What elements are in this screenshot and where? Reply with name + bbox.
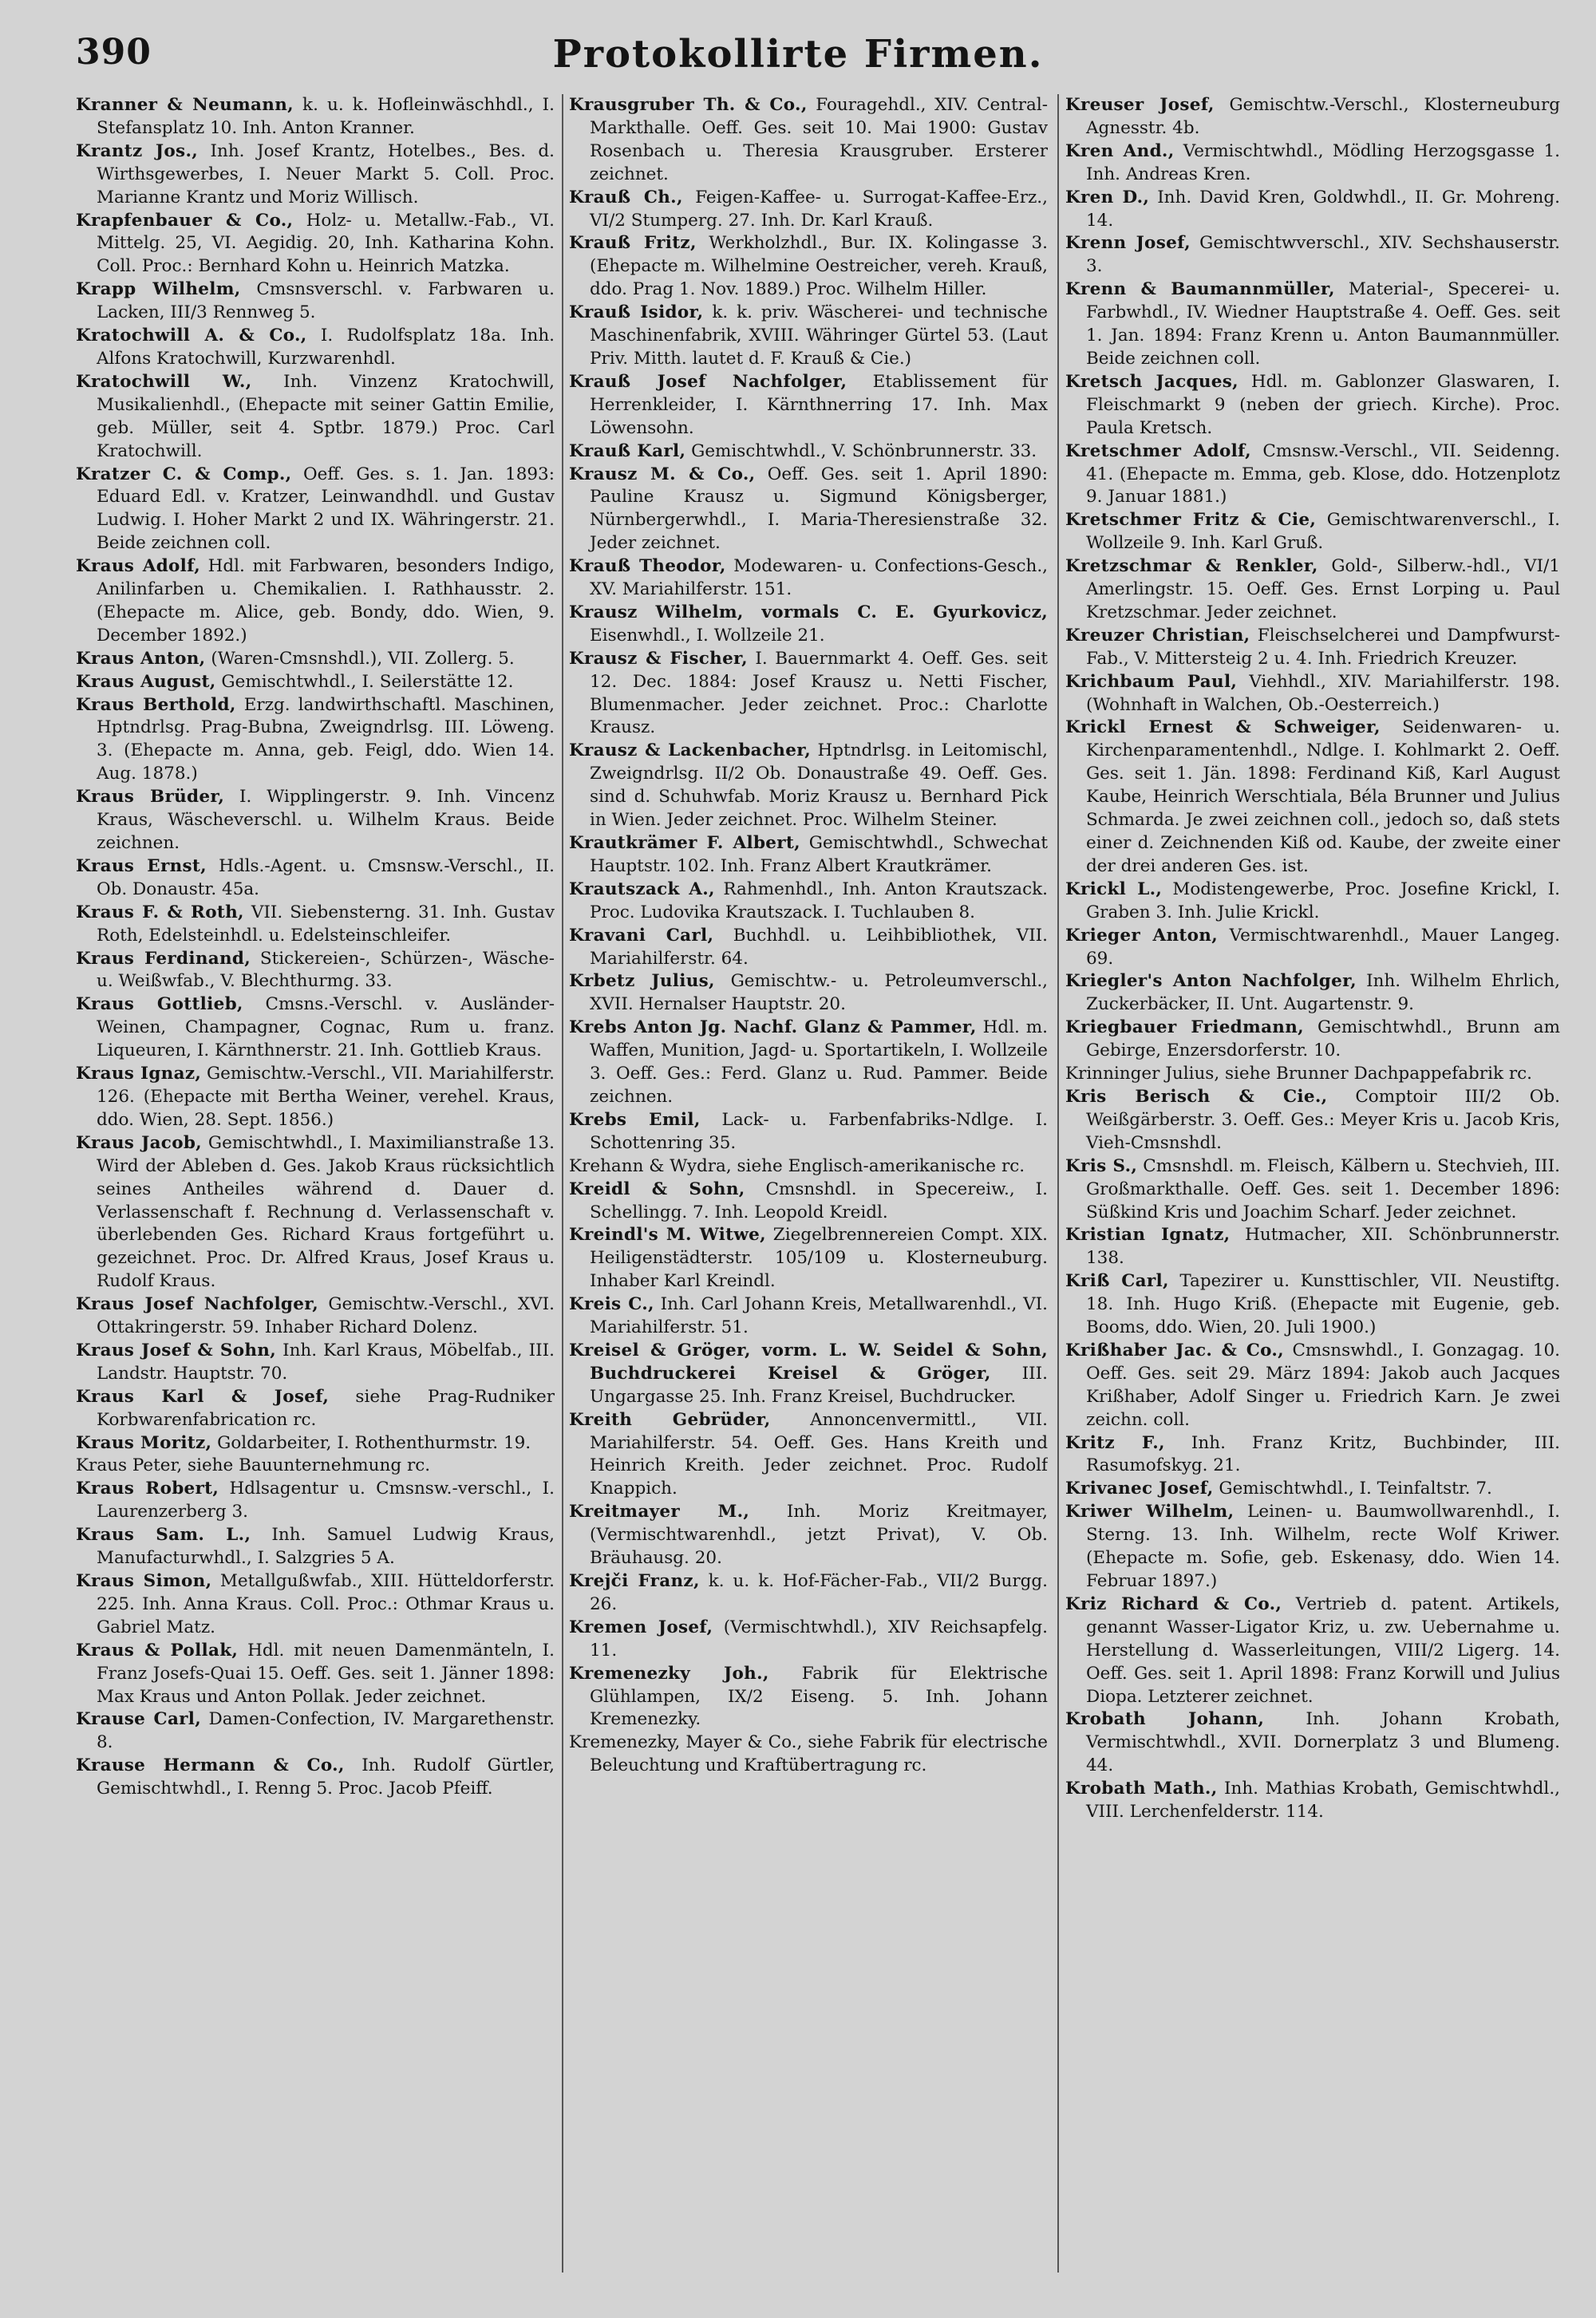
directory-entry [1065,879,1560,925]
firm-details: Gemischtwhdl., Schwechat Hauptstr. 102. Inh. Franz Albert Krautkrämer. [590,833,1048,876]
directory-entry [569,464,1048,556]
directory-entry [1065,278,1560,371]
firm-name: Krickl Ernest & Schweiger, [1065,717,1381,738]
firm-name: Kriegler's Anton Nachfolger, [1065,971,1357,992]
directory-entry [1065,1017,1560,1063]
directory-entry [76,648,555,671]
directory-entry [1065,1340,1560,1432]
directory-entry [76,1063,555,1132]
firm-details: Annoncenvermittl., VII. Mariahilferstr. 54. Oeff. Ges. Hans Kreith und Heinrich Kreith. Jeder zeichnet. Proc. Rudolf Knappich. [590,1409,1048,1499]
directory-entry [76,371,555,464]
directory-entry [569,1224,1048,1293]
firm-name: Kreisel & Gröger, vorm. L. W. Seidel & Sohn, Buchdruckerei Kreisel & Gröger, [569,1340,1048,1384]
firm-details: Hdls.-Agent. u. Cmsnsw.-Verschl., II. Ob. Donaustr. 45a. [97,855,555,899]
firm-name: Krauß Fritz, [569,233,697,254]
entry-columns [76,94,1560,2273]
firm-name: Kretschmer Adolf, [1065,440,1251,461]
firm-name: Kraus Ernst, [76,855,207,876]
firm-details: Krehann & Wydra, siehe Englisch-amerikanische rc. [569,1155,1025,1176]
directory-entry [76,1340,555,1386]
firm-details: Inh. Carl Johann Kreis, Metallwarenhdl., VI. Mariahilferstr. 51. [590,1294,1048,1338]
firm-details: Inh. Karl Kraus, Möbelfab., III. Landstr. Hauptstr. 70. [97,1340,555,1384]
firm-details: Seidenwaren- u. Kirchenparamentenhdl., Ndlge. I. Kohlmarkt 2. Oeff. Ges. seit 1. Jän. 1898: Ferdinand Kiß, Karl August Kaube, Heinrich Werschtiala, Béla Brunner und Julius Schmarda. Je zwei zeichnen coll., jedoch so, daß stets einer d. Zeichnenden Kiß od. Kaube, der zweite einer der drei anderen Ges. ist. [1086,717,1560,876]
directory-entry [569,1570,1048,1617]
firm-details: Comptoir III/2 Ob. Weißgärberstr. 3. Oeff. Ges.: Meyer Kris u. Jacob Kris, Vieh-Cmsnshdl. [1086,1086,1560,1153]
firm-details: Cmsnsverschl. v. Farbwaren u. Lacken, III/3 Rennweg 5. [97,279,555,323]
directory-entry [569,187,1048,233]
firm-name: Krausgruber Th. & Co., [569,95,808,115]
firm-name: Kremenezky Joh., [569,1663,769,1684]
directory-entry [569,232,1048,302]
firm-name: Krausz & Fischer, [569,648,748,669]
firm-name: Krapfenbauer & Co., [76,210,294,231]
firm-name: Krivanec Josef, [1065,1479,1214,1499]
firm-details: k. k. priv. Wäscherei- und technische Maschinenfabrik, XVIII. Währinger Gürtel 53. (Laut Priv. Mitth. lautet d. F. Krauß & Cie.) [590,302,1048,369]
directory-entry [1065,232,1560,278]
firm-details: Eisenwhdl., I. Wollzeile 21. [590,625,825,646]
firm-name: Kretsch Jacques, [1065,371,1238,392]
firm-name: Kriegbauer Friedmann, [1065,1017,1304,1038]
firm-name: Krobath Math., [1065,1779,1218,1799]
directory-entry [76,1432,555,1455]
directory-entry [569,879,1048,925]
directory-entry [76,1455,555,1478]
firm-name: Kreindl's M. Witwe, [569,1225,766,1246]
directory-entry [569,1155,1048,1179]
firm-name: Krautszack A., [569,879,715,899]
directory-entry [1065,371,1560,440]
directory-entry [569,1732,1048,1778]
firm-details: Inh. Samuel Ludwig Kraus, Manufacturwhdl., I. Salzgries 5 A. [97,1525,555,1569]
firm-name: Kraus Brüder, [76,787,225,808]
directory-entry [1065,509,1560,555]
firm-name: Krauß Theodor, [569,556,726,577]
directory-entry [76,1386,555,1432]
firm-details: Oeff. Ges. s. 1. Jan. 1893: Eduard Edl. v. Kratzer, Leinwandhdl. und Gustav Ludwig. I. Hoher Markt 2 und IX. Währingerstr. 21. Beide zeichnen coll. [97,464,555,554]
directory-entry [569,1293,1048,1340]
firm-details: Inh. Vinzenz Kratochwill, Musikalienhdl., (Ehepacte mit seiner Gattin Emilie, geb. Müller, seit 4. Sptbr. 1879.) Proc. Carl Kratochwill. [97,371,555,461]
firm-details: Hdl. m. Waffen, Munition, Jagd- u. Sportartikeln, I. Wollzeile 3. Oeff. Ges.: Ferd. Glanz u. Rud. Pammer. Beide zeichnen. [590,1017,1048,1107]
firm-name: Krause Hermann & Co., [76,1755,345,1776]
firm-name: Kreuser Josef, [1065,95,1215,115]
directory-entry [76,948,555,994]
directory-entry [1065,1708,1560,1778]
directory-entry [569,602,1048,648]
firm-name: Kriß Carl, [1065,1271,1169,1292]
firm-details: Vermischtwarenhdl., Mauer Langeg. 69. [1086,925,1560,969]
directory-entry [569,832,1048,879]
firm-details: Fabrik für Elektrische Glühlampen, IX/2 Eiseng. 5. Inh. Johann Kremenezky. [590,1663,1048,1730]
firm-details: Rahmenhdl., Inh. Anton Krautszack. Proc. Ludovika Krautszack. I. Tuchlauben 8. [590,879,1048,922]
firm-name: Kraus Berthold, [76,694,236,715]
firm-details: Oeff. Ges. seit 1. April 1890: Pauline Krausz u. Sigmund Königsberger, Nürnbergerwhdl., I. Maria-Theresienstraße 32. Jeder zeichnet. [590,464,1048,554]
firm-name: Kretschmer Fritz & Cie, [1065,510,1317,531]
directory-entry [1065,1478,1560,1501]
firm-name: Kriwer Wilhelm, [1065,1502,1235,1522]
directory-entry [76,1570,555,1640]
firm-name: Krobath Johann, [1065,1709,1265,1730]
directory-entry [569,1663,1048,1732]
directory-entry [76,555,555,648]
firm-details: Gemischtwverschl., XIV. Sechshauserstr. 3. [1086,233,1560,277]
firm-details: Lack- u. Farbenfabriks-Ndlge. I. Schottenring 35. [590,1109,1048,1153]
directory-entry [76,786,555,855]
firm-name: Krauß Josef Nachfolger, [569,371,847,392]
directory-entry [76,140,555,210]
directory-entry [569,1109,1048,1155]
firm-name: Kraus Jacob, [76,1132,202,1153]
firm-name: Kraus Anton, [76,648,206,669]
firm-name: Krebs Anton Jg. Nachf. Glanz & Pammer, [569,1017,977,1038]
firm-name: Krauß Isidor, [569,302,704,323]
directory-entry [1065,1501,1560,1593]
firm-details: Inh. Franz Kritz, Buchbinder, III. Rasumofskyg. 21. [1086,1432,1560,1476]
firm-details: Gemischtwhdl., I. Seilerstätte 12. [221,671,514,692]
firm-name: Kreitmayer M., [569,1502,750,1522]
firm-details: Etablissement für Herrenkleider, I. Kärnthnerring 17. Inh. Max Löwensohn. [590,371,1048,438]
firm-name: Krantz Jos., [76,140,199,161]
directory-entry [76,993,555,1063]
directory-entry [1065,187,1560,233]
firm-details: III. Ungargasse 25. Inh. Franz Kreisel, Buchdrucker. [590,1363,1048,1407]
firm-name: Krautkrämer F. Albert, [569,833,800,853]
directory-entry [76,464,555,556]
firm-details: Cmsnsw.-Verschl., VII. Seidenng. 41. (Ehepacte m. Emma, geb. Klose, ddo. Hotzenplotz 9. Januar 1881.) [1086,440,1560,507]
firm-name: Kriz Richard & Co., [1065,1593,1282,1614]
firm-name: Kravani Carl, [569,925,714,946]
directory-entry [76,325,555,371]
firm-details: VII. Siebensterng. 31. Inh. Gustav Roth, Edelsteinhdl. u. Edelsteinschleifer. [97,902,555,946]
firm-name: Kraus Ignaz, [76,1064,202,1084]
directory-entry [569,302,1048,371]
firm-details: Hptndrlsg. in Leitomischl, Zweigndrlsg. II/2 Ob. Donaustraße 49. Oeff. Ges. sind d. Schuhwfab. Moriz Krausz u. Bernhard Pick in Wien. Jeder zeichnet. Proc. Wilhelm Steiner. [590,740,1048,831]
firm-details: Metallgußwfab., XIII. Hütteldorferstr. 225. Inh. Anna Kraus. Coll. Proc.: Othmar Kraus u. Gabriel Matz. [97,1571,555,1637]
firm-name: Krause Carl, [76,1709,202,1730]
firm-details: Holz- u. Metallw.-Fab., VI. Mittelg. 25, VI. Aegidig. 20, Inh. Katharina Kohn. Coll. Proc.: Bernhard Kohn u. Heinrich Matzka. [97,210,555,277]
directory-entry [569,1617,1048,1663]
firm-details: Cmsnshdl. in Specereiw., I. Schellingg. 7. Inh. Leopold Kreidl. [590,1179,1048,1222]
firm-details: Gemischtw.-Verschl., VII. Mariahilferstr. 126. (Ehepacte mit Bertha Weiner, verehel. Kraus, ddo. Wien, 28. Sept. 1856.) [97,1064,555,1130]
firm-name: Krenn & Baumannmüller, [1065,279,1335,300]
firm-name: Kratochwill W., [76,371,252,392]
firm-details: Stickereien-, Schürzen-, Wäsche- u. Weißwfab., V. Blechthurmg. 33. [97,948,555,992]
firm-details: Gemischtwhdl., I. Maximilianstraße 13. Wird der Ableben d. Ges. Jakob Kraus rücksichtlich seines Antheiles während d. Dauer d. Verlassenschaft f. Rechnung d. Verlassenschaft v. überlebenden Ges. Richard Kraus fortgeführt u. gezeichnet. Proc. Dr. Alfred Kraus, Josef Kraus u. Rudolf Kraus. [97,1132,555,1292]
firm-name: Kraus Ferdinand, [76,948,251,969]
firm-name: Kren D., [1065,187,1150,207]
directory-entry [76,1132,555,1293]
firm-name: Kratochwill A. & Co., [76,326,307,346]
firm-name: Kreuzer Christian, [1065,625,1250,646]
column-divider [1057,94,1059,2273]
directory-entry [76,902,555,948]
firm-details: Kraus Peter, siehe Bauunternehmung rc. [76,1455,431,1476]
firm-details: Leinen- u. Baumwollwarenhdl., I. Sterng. 13. Inh. Wilhelm, recte Wolf Kriwer. (Ehepacte m. Sofie, geb. Eskenasy, ddo. Wien 14. Februar 1897.) [1086,1502,1560,1591]
firm-details: Damen-Confection, IV. Margarethenstr. 8. [97,1709,555,1753]
firm-name: Krauß Ch., [569,187,683,207]
firm-details: (Vermischtwhdl.), XIV Reichsapfelg. 11. [590,1617,1048,1661]
firm-name: Krejči Franz, [569,1571,700,1591]
directory-entry [1065,717,1560,878]
firm-name: Krausz M. & Co., [569,464,756,484]
directory-entry [1065,1593,1560,1709]
firm-details: Inh. Wilhelm Ehrlich, Zuckerbäcker, II. Unt. Augartenstr. 9. [1086,971,1560,1015]
firm-details: Modistengewerbe, Proc. Josefine Krickl, I. Graben 3. Inh. Julie Krickl. [1086,879,1560,922]
firm-details: I. Bauernmarkt 4. Oeff. Ges. seit 12. Dec. 1884: Josef Krausz u. Netti Fischer, Blumenmacher. Jeder zeichnet. Proc.: Charlotte Krausz. [590,648,1048,738]
firm-name: Krickl L., [1065,879,1163,899]
firm-name: Kraus Robert, [76,1479,219,1499]
firm-details: Fleischselcherei und Dampfwurst-Fab., V. Mittersteig 2 u. 4. Inh. Friedrich Kreuzer. [1086,625,1560,669]
directory-entry [1065,1086,1560,1155]
firm-details: Inh. Moriz Kreitmayer, (Vermischtwarenhdl., jetzt Privat), V. Ob. Bräuhausg. 20. [590,1502,1048,1569]
directory-entry [569,1179,1048,1225]
directory-entry [76,1708,555,1755]
directory-entry [1065,671,1560,717]
firm-details: Hdl. mit neuen Damenmänteln, I. Franz Josefs-Quai 15. Oeff. Ges. seit 1. Jänner 1898: Max Kraus und Anton Pollak. Jeder zeichnet. [97,1640,555,1707]
directory-entry [1065,1270,1560,1340]
column-1 [76,94,555,2273]
firm-name: Krapp Wilhelm, [76,279,241,300]
firm-details: Werkholzhdl., Bur. IX. Kolingasse 3. (Ehepacte m. Wilhelmine Oestreicher, vereh. Krauß, ddo. Prag 1. Nov. 1889.) Proc. Wilhelm Hiller. [590,233,1048,300]
firm-details: I. Rudolfsplatz 18a. Inh. Alfons Kratochwill, Kurzwarenhdl. [97,326,555,369]
firm-name: Kremen Josef, [569,1617,713,1637]
directory-entry [76,94,555,140]
firm-name: Kreidl & Sohn, [569,1179,745,1199]
directory-entry [76,1640,555,1709]
firm-details: Feigen-Kaffee- u. Surrogat-Kaffee-Erz., VI/2 Stumperg. 27. Inh. Dr. Karl Krauß. [590,187,1048,231]
directory-entry [76,671,555,694]
firm-name: Krieger Anton, [1065,925,1219,946]
firm-details: Kremenezky, Mayer & Co., siehe Fabrik für electrische Beleuchtung und Kraftübertragung rc. [569,1732,1048,1776]
firm-name: Kraus Gottlieb, [76,994,243,1015]
page-header [0,32,1596,88]
firm-details: Vertrieb d. patent. Artikels, genannt Wasser-Ligator Kriz, u. zw. Uebernahme u. Herstellung d. Wasserleitungen, VIII/2 Ligerg. 14. Oeff. Ges. seit 1. April 1898: Franz Korwill und Julius Diopa. Letzterer zeichnet. [1086,1593,1560,1707]
firm-name: Kranner & Neumann, [76,95,294,115]
directory-entry [1065,440,1560,510]
directory-entry [1065,140,1560,187]
column-3 [1065,94,1560,2273]
directory-entry [1065,1432,1560,1479]
firm-name: Kris S., [1065,1155,1138,1176]
firm-details: Viehhdl., XIV. Mariahilferstr. 198. (Wohnhaft in Walchen, Ob.-Oesterreich.) [1086,671,1560,715]
firm-details: Goldarbeiter, I. Rothenthurmstr. 19. [217,1432,531,1453]
page-title: Protokollirte Firmen. [552,32,1044,77]
firm-details: Gemischtwhdl., Brunn am Gebirge, Enzersdorferstr. 10. [1086,1017,1560,1061]
firm-details: Ziegelbrennereien Compt. XIX. Heiligenstädterstr. 105/109 u. Klosterneuburg. Inhaber Karl Kreindl. [590,1225,1048,1292]
directory-entry [76,1478,555,1524]
firm-details: Gemischtwarenverschl., I. Wollzeile 9. Inh. Karl Gruß. [1086,510,1560,554]
firm-details: Inh. Mathias Krobath, Gemischtwhdl., VIII. Lerchenfelderstr. 114. [1086,1779,1560,1822]
firm-details: (Waren-Cmsnshdl.), VII. Zollerg. 5. [211,648,515,669]
directory-entry [76,1755,555,1801]
firm-details: Modewaren- u. Confections-Gesch., XV. Mariahilferstr. 151. [590,556,1048,600]
directory-entry [76,855,555,902]
directory-entry [1065,94,1560,140]
column-divider [562,94,563,2273]
firm-details: Hutmacher, XII. Schönbrunnerstr. 138. [1086,1225,1560,1269]
firm-name: Krausz Wilhelm, vormals C. E. Gyurkovicz, [569,602,1048,622]
firm-details: Buchhdl. u. Leihbibliothek, VII. Mariahilferstr. 64. [590,925,1048,969]
firm-name: Krebs Emil, [569,1109,701,1130]
directory-entry [76,210,555,279]
firm-name: Kreith Gebrüder, [569,1409,771,1430]
directory-entry [569,1017,1048,1109]
firm-name: Kris Berisch & Cie., [1065,1086,1328,1107]
firm-details: siehe Prag-Rudniker Korbwarenfabrication rc. [97,1386,555,1430]
firm-name: Krbetz Julius, [569,971,715,992]
firm-name: Kraus Adolf, [76,556,201,577]
column-2 [569,94,1048,2273]
firm-details: Material-, Specerei- u. Farbwhdl., IV. Wiedner Hauptstraße 4. Oeff. Ges. seit 1. Jan. 1894: Franz Krenn u. Anton Baumannmüller. Beide zeichnen coll. [1086,279,1560,369]
directory-entry [569,555,1048,602]
firm-name: Krißhaber Jac. & Co., [1065,1340,1284,1360]
firm-name: Kraus Simon, [76,1571,212,1591]
firm-name: Krenn Josef, [1065,233,1191,254]
firm-details: Inh. Johann Krobath, Vermischtwhdl., XVII. Dornerplatz 3 und Blumeng. 44. [1086,1709,1560,1776]
directory-entry [569,1409,1048,1502]
directory-entry [1065,1063,1560,1086]
firm-details: Inh. Rudolf Gürtler, Gemischtwhdl., I. Renng 5. Proc. Jacob Pfeiff. [97,1755,555,1799]
firm-name: Kristian Ignatz, [1065,1225,1231,1246]
firm-name: Krausz & Lackenbacher, [569,740,812,761]
firm-name: Krichbaum Paul, [1065,671,1238,692]
firm-details: Erzg. landwirthschaftl. Maschinen, Hptndrlsg. Prag-Bubna, Zweigndrlsg. III. Löweng. 3. (Ehepacte m. Anna, geb. Feigl, ddo. Wien 14. Aug. 1878.) [97,694,555,784]
directory-entry [569,648,1048,740]
directory-entry [1065,1155,1560,1225]
directory-entry [1065,925,1560,971]
firm-name: Kretzschmar & Renkler, [1065,556,1318,577]
directory-entry [76,1524,555,1570]
firm-name: Kratzer C. & Comp., [76,464,292,484]
directory-entry [76,694,555,787]
firm-details: I. Wipplingerstr. 9. Inh. Vincenz Kraus, Wäscheverschl. u. Wilhelm Kraus. Beide zeichnen. [97,787,555,853]
directory-entry [569,440,1048,464]
firm-name: Kraus August, [76,671,216,692]
directory-entry [1065,1778,1560,1824]
directory-entry [569,740,1048,832]
firm-name: Kren And., [1065,140,1175,161]
directory-entry [76,278,555,325]
firm-name: Kraus Josef & Sohn, [76,1340,277,1360]
firm-name: Kraus & Pollak, [76,1640,239,1661]
directory-entry [569,1340,1048,1409]
page-number: 390 [76,32,152,73]
firm-details: k. u. k. Hof-Fächer-Fab., VII/2 Burgg. 26. [590,1571,1048,1614]
directory-entry [1065,555,1560,625]
firm-details: Gemischtw.-Verschl., XVI. Ottakringerstr. 59. Inhaber Richard Dolenz. [97,1294,555,1338]
directory-entry [569,1501,1048,1570]
firm-name: Kreis C., [569,1294,654,1315]
firm-details: Cmsns.-Verschl. v. Ausländer-Weinen, Champagner, Cognac, Rum u. franz. Liqueuren, I. Kärnthnerstr. 21. Inh. Gottlieb Kraus. [97,994,555,1061]
directory-entry [569,94,1048,187]
firm-name: Kraus Josef Nachfolger, [76,1294,319,1315]
firm-details: Krinninger Julius, siehe Brunner Dachpappefabrik rc. [1065,1064,1532,1084]
firm-details: Gemischtw.-Verschl., Klosterneuburg Agnesstr. 4b. [1086,95,1560,138]
firm-name: Kraus Karl & Josef, [76,1386,330,1407]
firm-name: Kritz F., [1065,1432,1165,1453]
firm-name: Kraus Moritz, [76,1432,212,1453]
firm-details: Hdl. mit Farbwaren, besonders Indigo, Anilinfarben u. Chemikalien. I. Rathhausstr. 2. (Ehepacte m. Alice, geb. Bondy, ddo. Wien, 9. December 1892.) [97,556,555,646]
firm-details: Gold-, Silberw.-hdl., VI/1 Amerlingstr. 15. Oeff. Ges. Ernst Lorping u. Paul Kretzschmar. Jeder zeichnet. [1086,556,1560,622]
directory-entry [1065,1224,1560,1270]
directory-entry [569,371,1048,440]
firm-details: Gemischtwhdl., I. Teinfaltstr. 7. [1219,1479,1492,1499]
firm-details: Hdlsagentur u. Cmsnsw.-verschl., I. Laurenzerberg 3. [97,1479,555,1522]
firm-details: Cmsnswhdl., I. Gonzagag. 10. Oeff. Ges. seit 29. März 1894: Jakob auch Jacques Krißhaber, Adolf Singer u. Friedrich Karn. Je zwei zeichn. coll. [1086,1340,1560,1430]
firm-details: Vermischtwhdl., Mödling Herzogsgasse 1. Inh. Andreas Kren. [1086,140,1560,184]
firm-details: Hdl. m. Gablonzer Glaswaren, I. Fleischmarkt 9 (neben der griech. Kirche). Proc. Paula Kretsch. [1086,371,1560,438]
firm-details: k. u. k. Hofleinwäschhdl., I. Stefansplatz 10. Inh. Anton Kranner. [97,95,555,138]
directory-entry [1065,625,1560,671]
firm-details: Fouragehdl., XIV. Central-Markthalle. Oeff. Ges. seit 10. Mai 1900: Gustav Rosenbach u. Theresia Krausgruber. Ersterer zeichnet. [590,95,1048,184]
firm-name: Kraus F. & Roth, [76,902,244,922]
firm-details: Gemischtwhdl., V. Schönbrunnerstr. 33. [691,440,1037,461]
directory-entry [76,1293,555,1340]
firm-name: Krauß Karl, [569,440,686,461]
firm-name: Kraus Sam. L., [76,1525,251,1546]
firm-details: Cmsnshdl. m. Fleisch, Kälbern u. Stechvieh, III. Großmarkthalle. Oeff. Ges. seit 1. December 1896: Süßkind Kris und Joachim Scharf. Jeder zeichnet. [1086,1155,1560,1222]
directory-entry [569,925,1048,971]
directory-entry [1065,970,1560,1017]
firm-details: Inh. Josef Krantz, Hotelbes., Bes. d. Wirthsgewerbes, I. Neuer Markt 5. Coll. Proc. Marianne Krantz und Moriz Willisch. [97,140,555,207]
firm-details: Inh. David Kren, Goldwhdl., II. Gr. Mohreng. 14. [1086,187,1560,231]
firm-details: Gemischtw.- u. Petroleumverschl., XVII. Hernalser Hauptstr. 20. [590,971,1048,1015]
firm-details: Tapezirer u. Kunsttischler, VII. Neustiftg. 18. Inh. Hugo Kriß. (Ehepacte mit Eugenie, geb. Booms, ddo. Wien, 20. Juli 1900.) [1086,1271,1560,1338]
directory-entry [569,970,1048,1017]
